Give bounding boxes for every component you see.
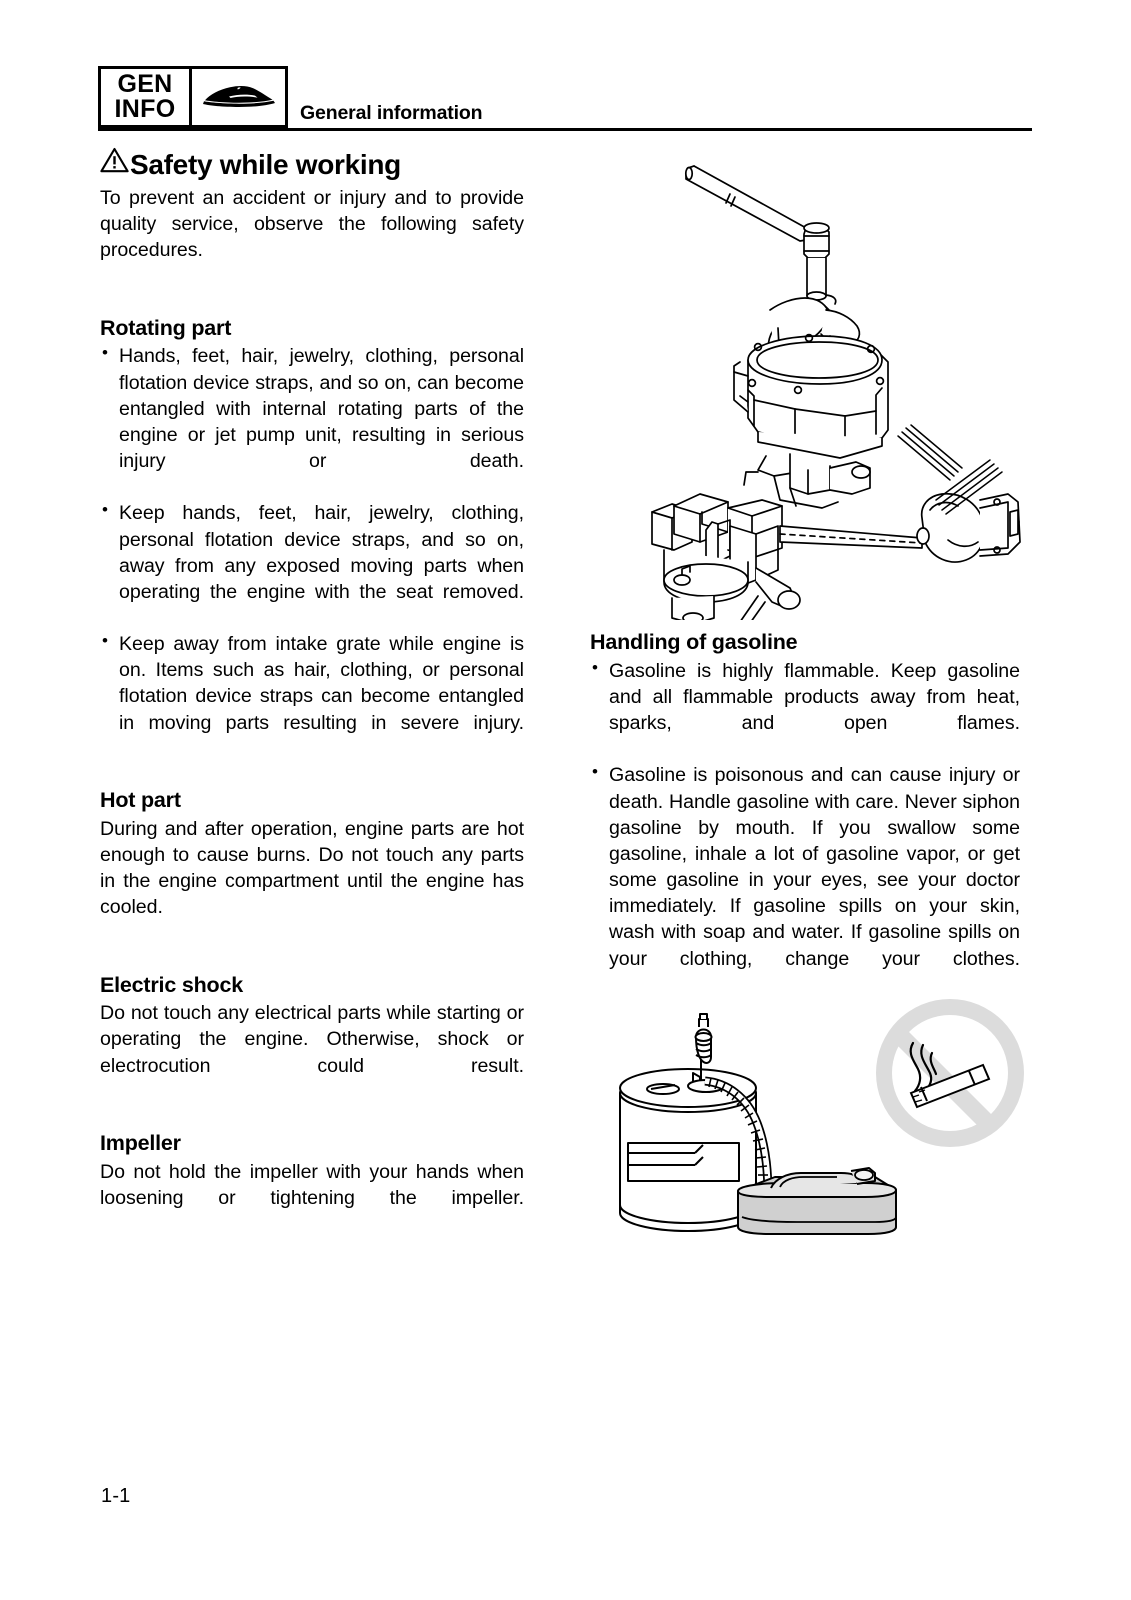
rotating-part-bullet-list: [100, 343, 524, 762]
page-header: [98, 66, 1032, 138]
page-number: 1-1: [101, 1485, 131, 1507]
section-heading-impeller: Impeller: [100, 1130, 181, 1155]
hot-part-paragraph: During and after operation, engine parts are hot enough to cause burns. Do not touch any parts in the engine compartment until the engine has cooled.: [100, 817, 524, 919]
left-column: [100, 148, 524, 1237]
warning-triangle-icon: [100, 147, 129, 180]
list-item: • Gasoline is poisonous and can cause injury or death. Handle gasoline with care. Never siphon gasoline by mouth. If you swallow some gasoline, inhale a lot of gasoline vapor, or get some gasoline in your eyes, see your doctor immediately. If gasoline spills on your skin, wash with soap and water. If gasoline spills on your clothing, change your clothes.: [590, 762, 1020, 997]
chapter-tag-line2: INFO: [114, 95, 176, 123]
page-title-text: Safety while working: [130, 149, 401, 180]
bench-vise: [652, 494, 800, 620]
impeller-paragraph: Do not hold the impeller with your hands when loosening or tightening the impeller.: [100, 1160, 524, 1209]
page-title: [100, 148, 524, 181]
chapter-tag-line1: GEN: [117, 70, 173, 99]
list-item: • Keep away from intake grate while engine is on. Items such as hair, clothing, or personal flotation device straps can become entangled in moving parts resulting in severe injury.: [100, 631, 524, 762]
electric-shock-paragraph: Do not touch any electrical parts while starting or operating the engine. Otherwise, shock or electrocution could result.: [100, 1002, 524, 1077]
watercraft-icon: [189, 69, 285, 125]
header-title: General information: [300, 102, 483, 124]
impeller-casing: [917, 494, 1020, 562]
header-rule: [98, 128, 1032, 131]
list-item: • Hands, feet, hair, jewelry, clothing, personal flotation device straps, and so on, can become entangled with internal rotating parts of the engine or jet pump unit, resulting in serious injury or death.: [100, 343, 524, 500]
chapter-tag: [101, 69, 189, 125]
section-heading-rotating-part: Rotating part: [100, 315, 232, 340]
impeller-and-vise-illustration-group: [630, 150, 1030, 620]
section-heading-hot-part: Hot part: [100, 787, 181, 812]
handling-of-gasoline-bullet-list: [590, 658, 1020, 998]
section-heading-electric-shock: Electric shock: [100, 972, 243, 997]
list-item: • Keep hands, feet, hair, jewelry, clothing, personal flotation device straps, and so on, away from any exposed moving parts when operating the engine with the seat removed.: [100, 500, 524, 631]
no-smoking-icon: [876, 999, 1024, 1147]
section-heading-handling-of-gasoline: Handling of gasoline: [590, 630, 798, 654]
intro-paragraph: To prevent an accident or injury and to provide quality service, observe the following safety procedures.: [100, 187, 524, 262]
handle-bar: [686, 166, 810, 241]
pump-housing: [734, 335, 888, 458]
shaft-bristles: [898, 425, 962, 480]
header-chapter-box: [98, 66, 288, 128]
impeller-shaft: [780, 526, 922, 548]
jerry-can: [738, 1168, 896, 1234]
fuel-handling-illustration-group: [575, 985, 1030, 1235]
right-column: [590, 630, 1020, 998]
tool-shaft: [804, 223, 836, 304]
list-item: • Gasoline is highly flammable. Keep gasoline and all flammable products away from heat, sparks, and open flames.: [590, 658, 1020, 763]
